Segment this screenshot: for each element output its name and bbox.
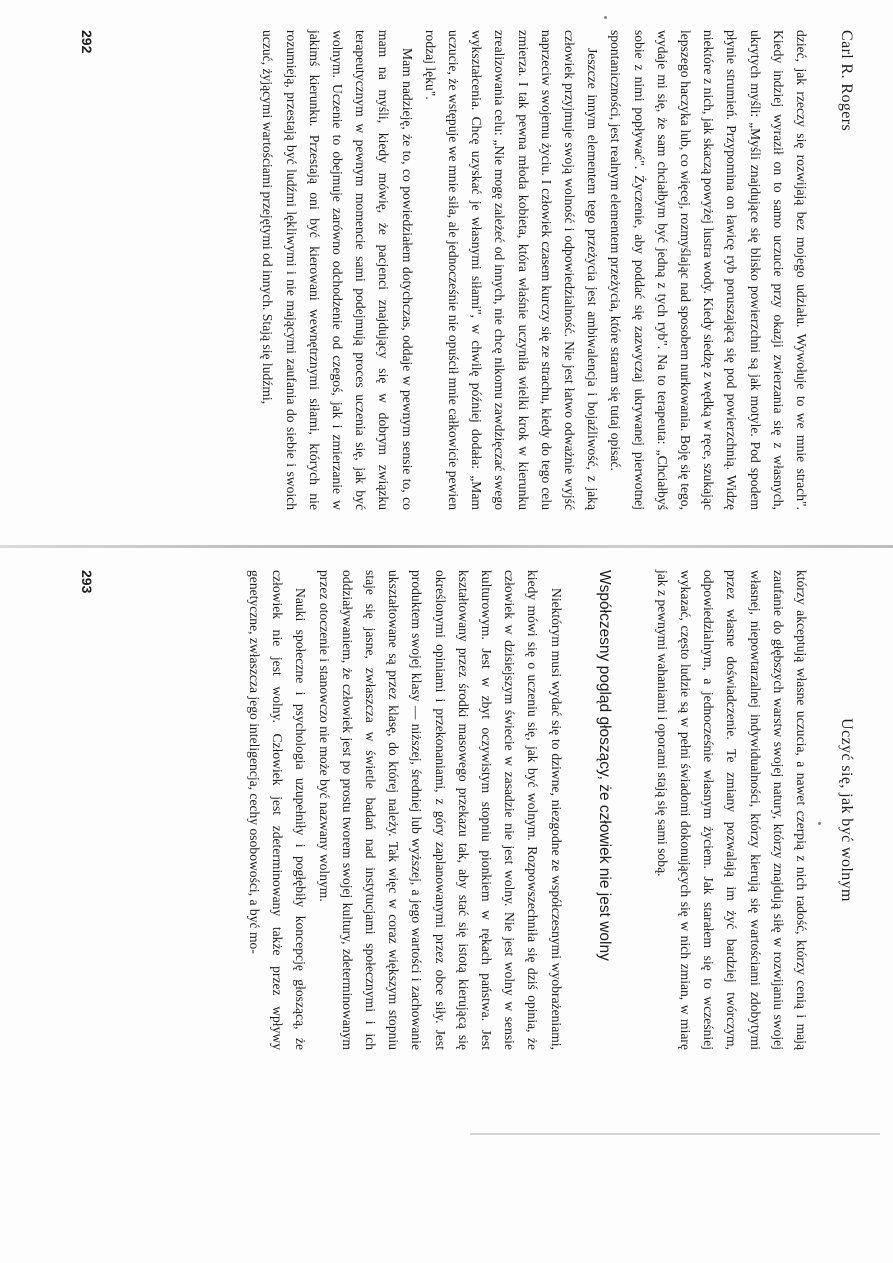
running-head-author: Carl R. Rogers [838, 30, 855, 132]
section-heading: Współczesny pogląd głoszący, że człowiek nie jest wolny [595, 570, 613, 961]
paragraph: którzy akceptują własne uczucia, a nawet czerpią z nich radość, którzy cenią i mają zaufanie do głębszych warstw swojej natury, którzy znajdują siłę w rozwijaniu swojej własnej, niepowtarzalnej indywidualności, którzy kierują się wartościami zdobytymi przez własne doświadczenie. Te zmiany pozwalają im żyć bardziej twórczym, odpowiedzialnym, a jednocześnie własnym życiem. Jak starałem się to wcześniej wykazać, często ludzie są w pełni świadomi dokonujących się w nich zmian, w miarę jak z pewnymi wahaniami i oporami stają się sami sobą. [654, 570, 809, 1050]
page-293 [55, 570, 855, 1050]
page-number: 293 [79, 570, 95, 594]
running-head-chapter: Uczyć się, jak być wolnym [838, 718, 855, 902]
paragraph: Niektórym musi wydać się to dziwne, niezgodne ze współczesnymi wyobrażeniami, kiedy mówi się o uczeniu się, jak być wolnym. Rozpowszechniła się dziś opinia, że człowiek w dzisiejszym świecie w zasadzie nie jest wolny. Nie jest wolny w sensie kulturowym. Jest w zbyt oczywistym stopniu pionkiem w rękach państwa. Jest kształtowany przez środki masowego przekazu tak, aby stać się istotą kierującą się określonymi opiniami i przekonaniami, z góry zaplanowanymi przez obce siły. Jest produktem swojej klasy — niższej, średniej lub wyższej, a jego wartości i zachowanie ukształtowane są przez klasę, do której należy. Tak więc w coraz większym stopniu staje się jasne, zwłaszcza w świetle badań nad instytucjami społecznymi i ich oddziaływaniem, że człowiek jest po prostu tworem swojej kultury, zdeterminowanym przez otoczenie i stanowczo nie może być nazwany wolnym. [316, 570, 564, 1050]
page-edge-shadow [470, 1133, 880, 1135]
paragraph: dzieć, jak rzeczy się rozwijają bez mojego udziału. Wywołuje to we mnie strach". Kiedy indziej wyraził on to samo uczucie przy okazji zwierzania się z własnych, ukrytych myśli: „Myśli znajdujące się blisko powierzchni są jak motyle. Pod spodem płynie strumień. Przypomina on ławicę ryb poruszającą się pod powierzchnią. Widzę niektóre z nich, jak skaczą powyżej lustra wody. Kiedy siedzę z wędką w ręce, szukając lepszego haczyka lub, co więcej, rozmyślając nad sposobem nurkowania. Boję się tego, wydaje mi się, że sam chciałbym być jedną z tych ryb". Na to terapeuta: „Chciałbyś sobie z nimi popływać". Życzenie, aby poddać się zazwyczaj ukrywanej pierwotnej spontaniczności, jest realnym elementem przeżycia, które staram się tutaj opisać. [608, 30, 809, 510]
paragraph: Nauki społeczne i psychologia uzupełniły i pogłębiły koncepcję głoszącą, że człowiek nie jest wolny. Człowiek jest zdeterminowany także przez wpływy genetyczne, zwłaszcza jego inteligencja, cechy osobowości, a być mo- [246, 570, 309, 1050]
book-spine-fold [0, 545, 893, 548]
page-292-body [256, 30, 813, 510]
page-number: 292 [79, 30, 95, 54]
paragraph: Mam nadzieję, że to, co powiedziałem dotychczas, oddaje w pewnym sensie to, co mam na myśli, kiedy mówię, że pacjenci znajdujący się w dobrym związku terapeutycznym w pewnym momencie sami podejmują proces uczenia się, jak być wolnym. Uczenie to obejmuje zarówno odchodzenie od czegoś, jak i zmierzanie w jakimś kierunku. Przestają oni być kierowani wewnętrznymi siłami, których nie rozumieją, przestają być ludźmi lękliwymi i nie mającymi zaufania do siebie i swoich uczuć, żyjącymi wartościami przejętymi od innych. Stają się ludźmi, [260, 30, 415, 510]
page-292 [55, 30, 855, 510]
scan-speck [604, 16, 607, 19]
paragraph: Jeszcze innym elementem tego przeżycia jest ambiwalencja i bojaźliwość, z jaką człowiek przyjmuje swoją wolność i odpowiedzialność. Nie jest łatwo odważnie wyjść naprzeciw swojemu życiu. I człowiek czasem kurczy się ze strachu, kiedy do tego celu zmierza. I tak pewna młoda kobieta, która właśnie uczyniła wielki krok w kierunku zrealizowania celu: „Nie mogę zależeć od innych, nie chcę nikomu zawdzięczać swego wykształcenia. Chcę uzyskać je własnymi siłami", w chwilę później dodała: „Mam uczucie, że wstępuje we mnie siła, ale jednocześnie nie opuścił mnie całkowicie pewien rodzaj lęku". [422, 30, 601, 510]
page-293-body [243, 570, 813, 1050]
